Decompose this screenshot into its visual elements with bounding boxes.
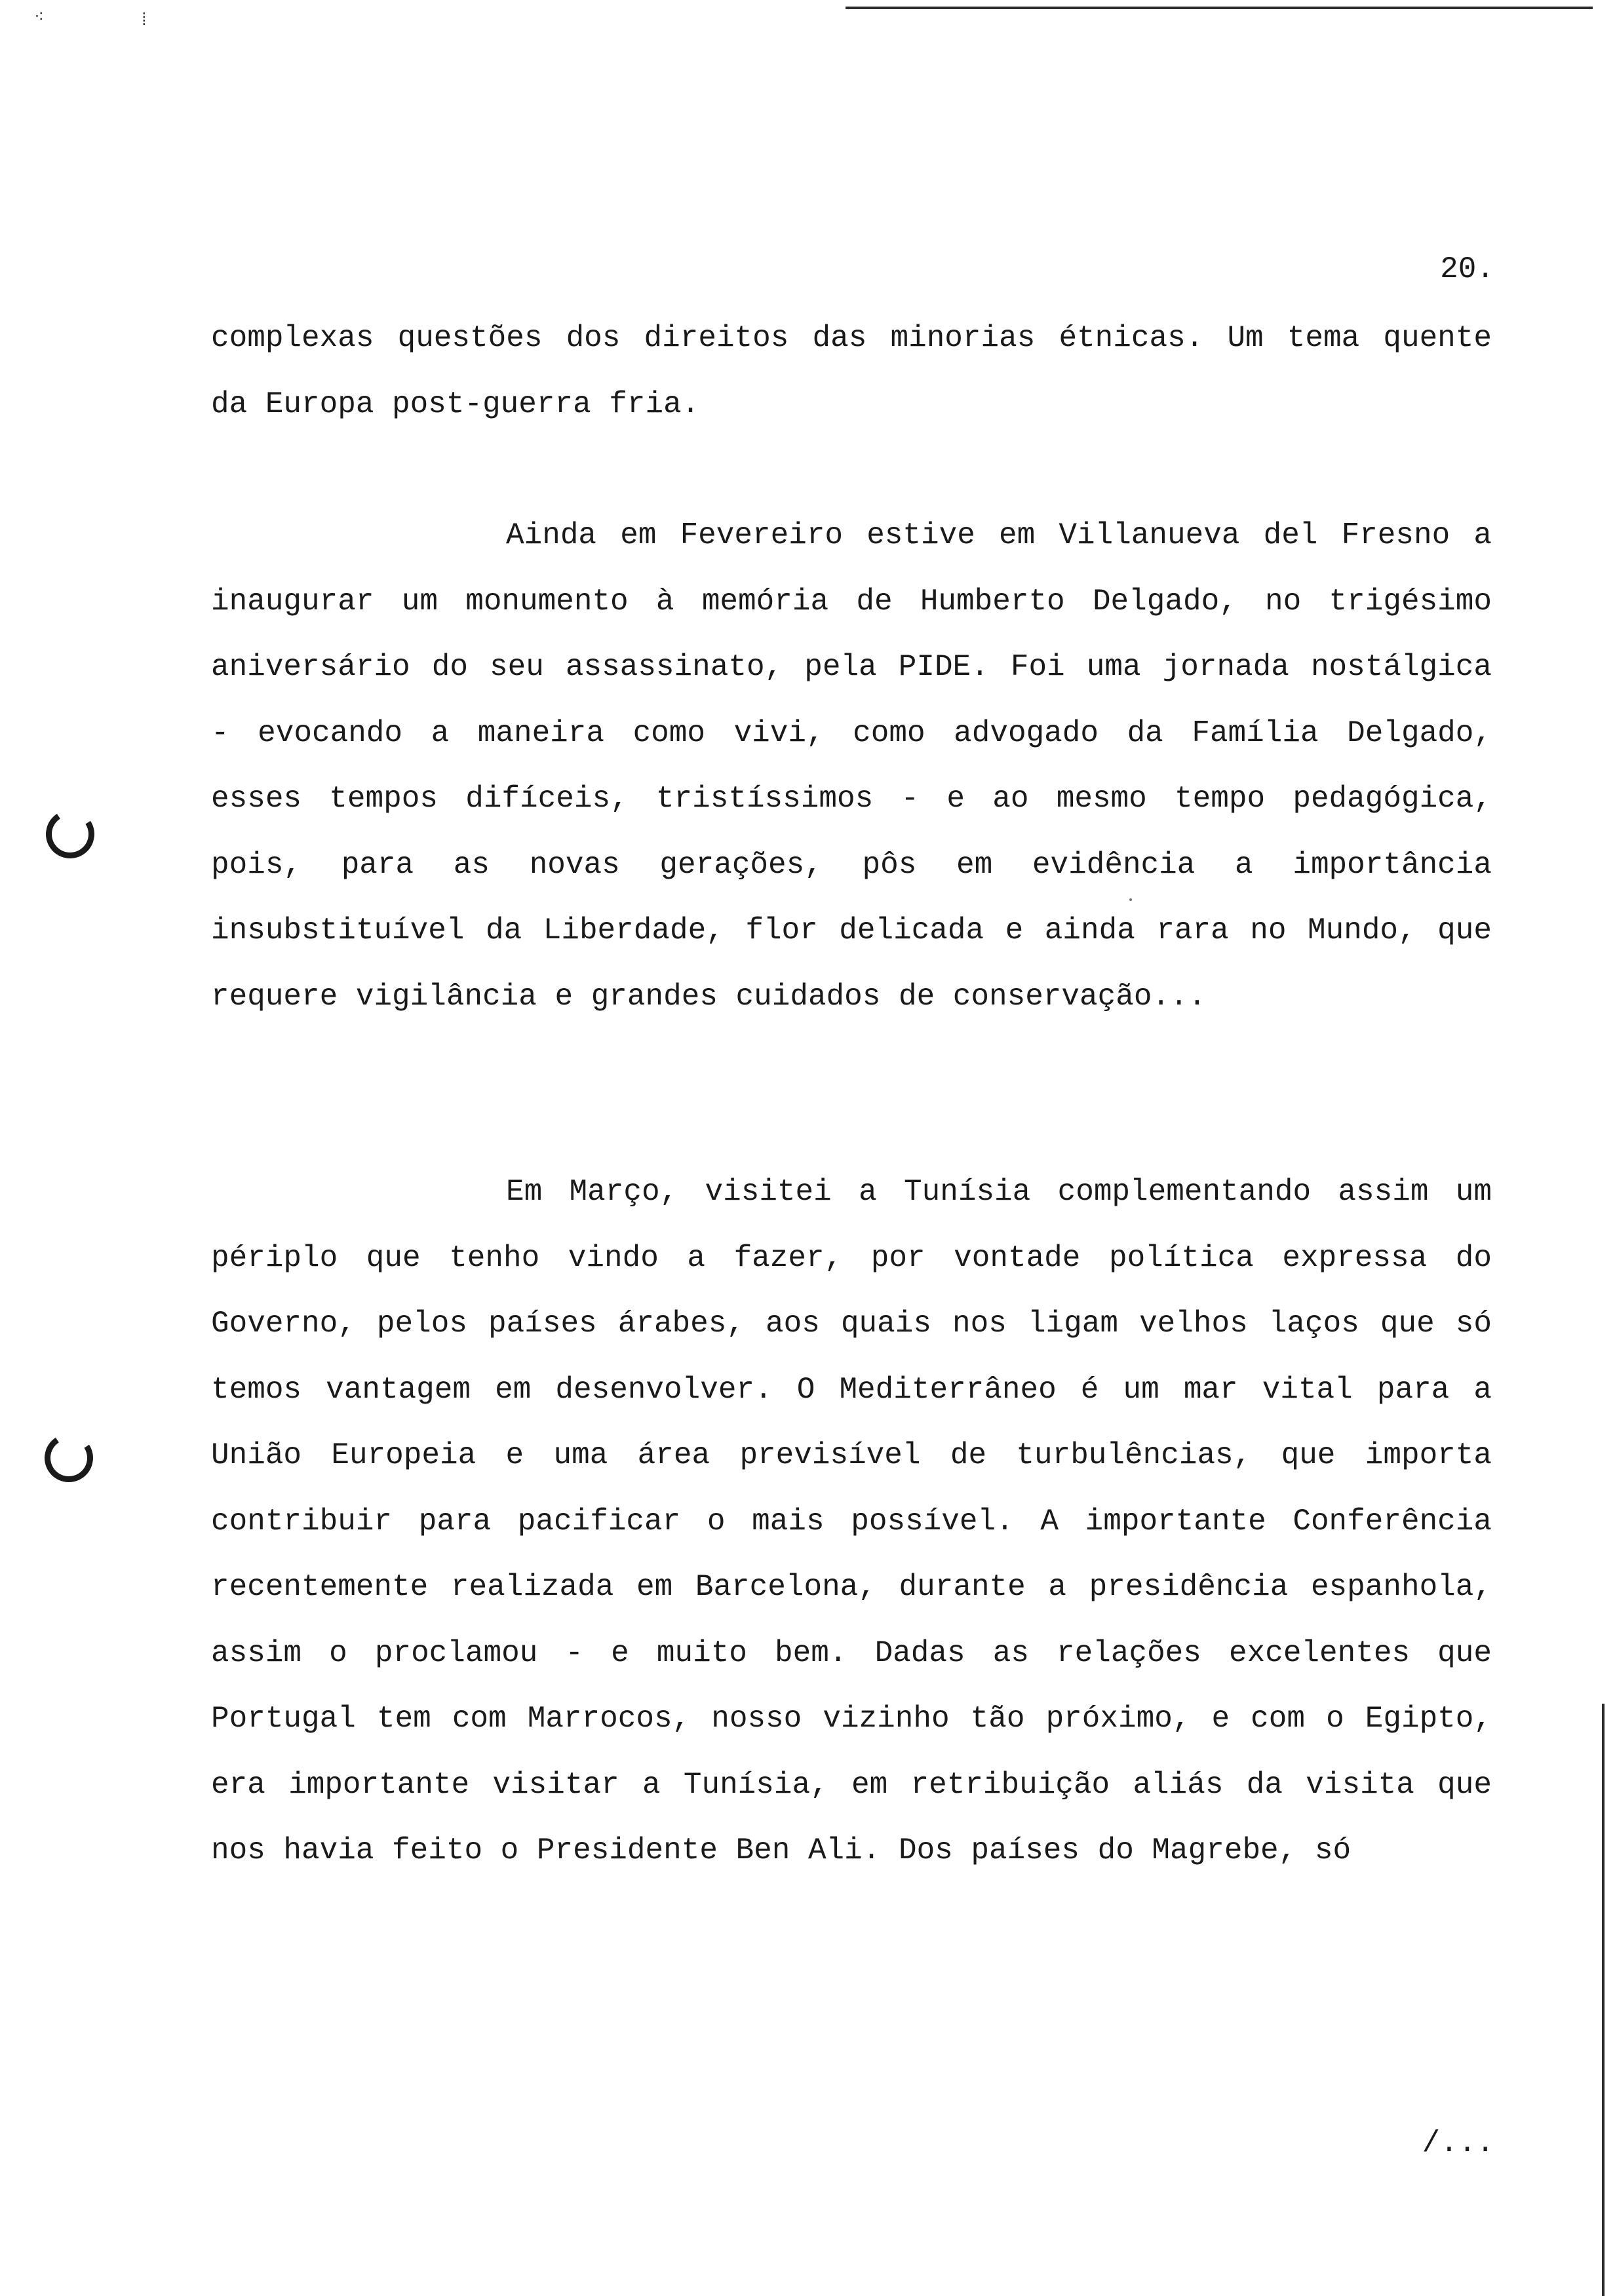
continuation-mark: /... (1422, 2126, 1494, 2160)
paragraph-delgado-monument (211, 503, 1492, 1029)
paragraph-minorities (211, 305, 1492, 437)
paragraph-tunisia-visit (211, 1159, 1492, 1884)
paragraph-text: Ainda em Fevereiro estive em Villanueva del Fresno a inaugurar um monumento à memória de Humberto Delgado, no trigésimo aniversário do seu assassinato, pela PIDE. Foi uma jornada nostálgica - evocando a maneira como vivi, como advogado da Família Delgado, esses tempos difíceis, tristíssimos - e ao mesmo tempo pedagógica, pois, para as novas gerações, pôs em evidência a importância insubstituível da Liberdade, flor delicada e ainda rara no Mundo, que requere vigilância e grandes cuidados de conservação... (211, 518, 1492, 1014)
punch-hole-mark (40, 1429, 98, 1487)
right-edge-rule (1602, 1704, 1605, 2296)
paragraph-text: complexas questões dos direitos das minorias étnicas. Um tema quente da Europa post-guerra fria. (211, 321, 1492, 421)
scan-speck-mark: ⁞ (139, 10, 149, 30)
page-number: 20. (1440, 252, 1494, 286)
paragraph-text: Em Março, visitei a Tunísia complementando assim um périplo que tenho vindo a fazer, por vontade política expressa do Governo, pelos países árabes, aos quais nos ligam velhos laços que só temos vantagem em desenvolver. O Mediterrâneo é um mar vital para a União Europeia e uma área previsível de turbulências, que importa contribuir para pacificar o mais possível. A importante Conferência recentemente realizada em Barcelona, durante a presidência espanhola, assim o proclamou - e muito bem. Dadas as relações excelentes que Portugal tem com Marrocos, nosso vizinho tão próximo, e com o Egipto, era importante visitar a Tunísia, em retribuição aliás da visita que nos havia feito o Presidente Ben Ali. Dos países do Magrebe, só (211, 1175, 1492, 1867)
top-edge-rule (846, 7, 1593, 9)
punch-hole-mark (41, 805, 99, 863)
scan-speck-mark: ⁖ (34, 8, 45, 28)
